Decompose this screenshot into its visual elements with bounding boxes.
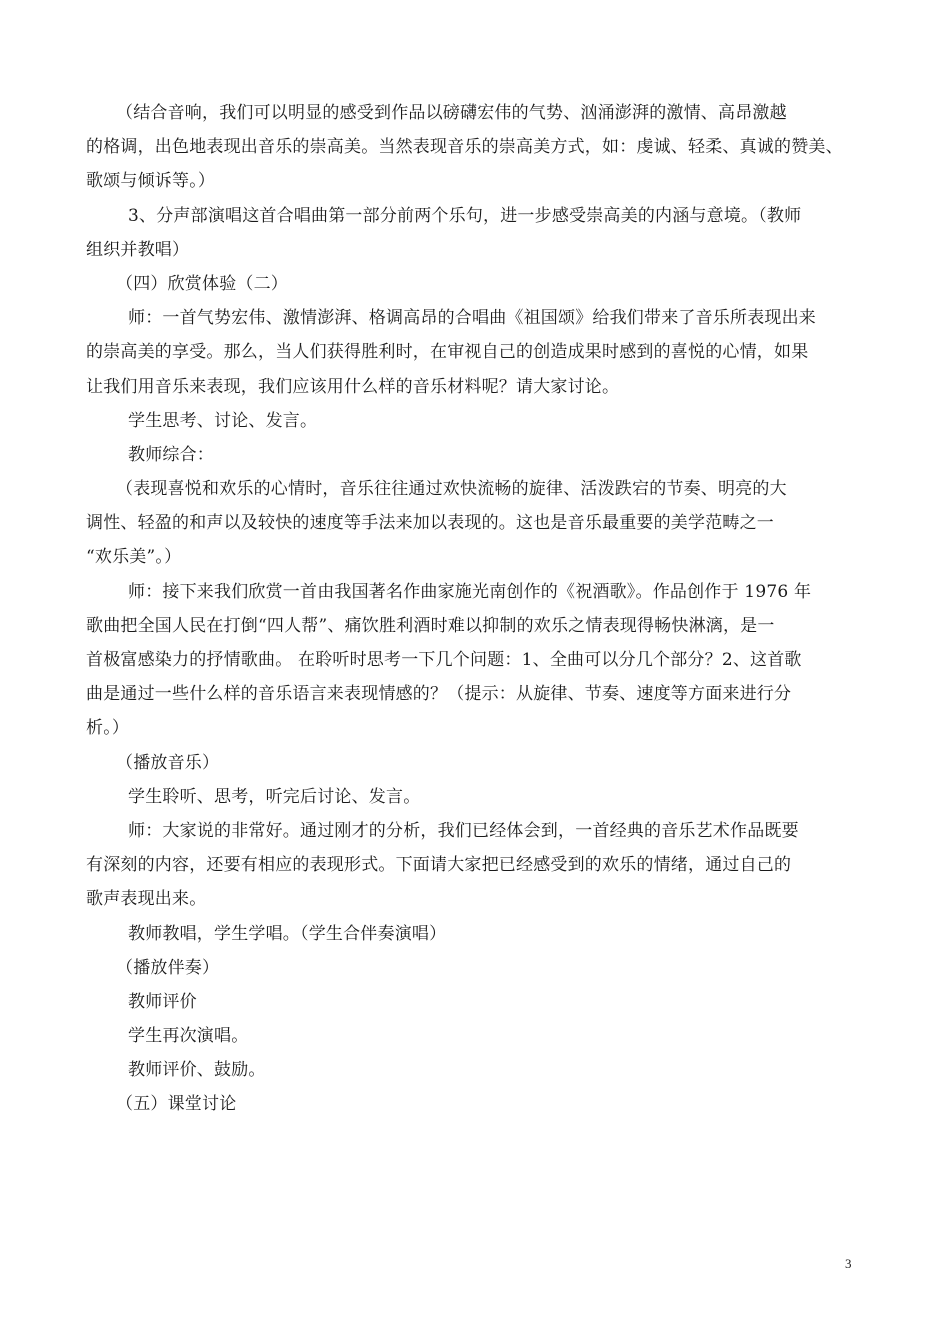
paragraph-line: 学生思考、讨论、发言。 [128, 410, 318, 431]
paragraph-line: （播放伴奏） [116, 957, 220, 978]
paragraph-line: 师：接下来我们欣赏一首由我国著名作曲家施光南创作的《祝酒歌》。作品创作于 1976 年 [128, 581, 812, 602]
paragraph-line: 组织并教唱） [86, 239, 190, 260]
paragraph-line: 学生再次演唱。 [128, 1026, 249, 1047]
paragraph-line: 教师综合： [128, 444, 214, 465]
paragraph-line: 歌曲把全国人民在打倒“四人帮”、痛饮胜利酒时难以抑制的欢乐之情表现得畅快淋漓，是一 [86, 615, 775, 636]
section-heading: （五）课堂讨论 [116, 1094, 237, 1115]
paragraph-line: 的格调，出色地表现出音乐的崇高美。当然表现音乐的崇高美方式，如：虔诚、轻柔、真诚的赞美、 [86, 137, 843, 158]
page-number: 3 [845, 1256, 852, 1271]
paragraph-line: 教师评价 [128, 991, 197, 1012]
paragraph-line: （播放音乐） [116, 752, 220, 773]
paragraph-line: （表现喜悦和欢乐的心情时，音乐往往通过欢快流畅的旋律、活泼跌宕的节奏、明亮的大 [116, 479, 787, 500]
paragraph-line: 让我们用音乐来表现，我们应该用什么样的音乐材料呢？请大家讨论。 [86, 376, 620, 397]
paragraph-line: 首极富感染力的抒情歌曲。 在聆听时思考一下几个问题：1、全曲可以分几个部分？2、这首歌 [86, 650, 802, 670]
document-body [86, 96, 876, 1122]
paragraph-line: 教师教唱，学生学唱。（学生合伴奏演唱） [128, 923, 447, 944]
paragraph-line: 学生聆听、思考，听完后讨论、发言。 [128, 786, 421, 807]
paragraph-line: 教师评价、鼓励。 [128, 1060, 266, 1081]
paragraph-line: 师：一首气势宏伟、激情澎湃、格调高昂的合唱曲《祖国颂》给我们带来了音乐所表现出来 [128, 308, 816, 329]
paragraph-line: 曲是通过一些什么样的音乐语言来表现情感的？（提示：从旋律、节奏、速度等方面来进行分 [86, 684, 792, 705]
paragraph-line: 有深刻的内容，还要有相应的表现形式。下面请大家把已经感受到的欢乐的情绪，通过自己的 [86, 855, 792, 876]
paragraph-line: 析。） [86, 718, 130, 739]
paragraph-line: （结合音响，我们可以明显的感受到作品以磅礴宏伟的气势、汹涌澎湃的激情、高昂激越 [116, 103, 787, 123]
paragraph-line: 师：大家说的非常好。通过刚才的分析，我们已经体会到，一首经典的音乐艺术作品既要 [128, 820, 799, 841]
paragraph-line: 3、分声部演唱这首合唱曲第一部分前两个乐句，进一步感受崇高美的内涵与意境。（教师 [128, 205, 802, 226]
paragraph-line: 的崇高美的享受。那么，当人们获得胜利时，在审视自己的创造成果时感到的喜悦的心情，如果 [86, 342, 809, 363]
section-heading: （四）欣赏体验（二） [116, 273, 288, 294]
paragraph-line: 歌声表现出来。 [86, 889, 207, 910]
paragraph-line: “欢乐美”。） [86, 547, 182, 568]
paragraph-line: 调性、轻盈的和声以及较快的速度等手法来加以表现的。这也是音乐最重要的美学范畴之一 [86, 513, 774, 534]
paragraph-line: 歌颂与倾诉等。） [86, 171, 216, 192]
